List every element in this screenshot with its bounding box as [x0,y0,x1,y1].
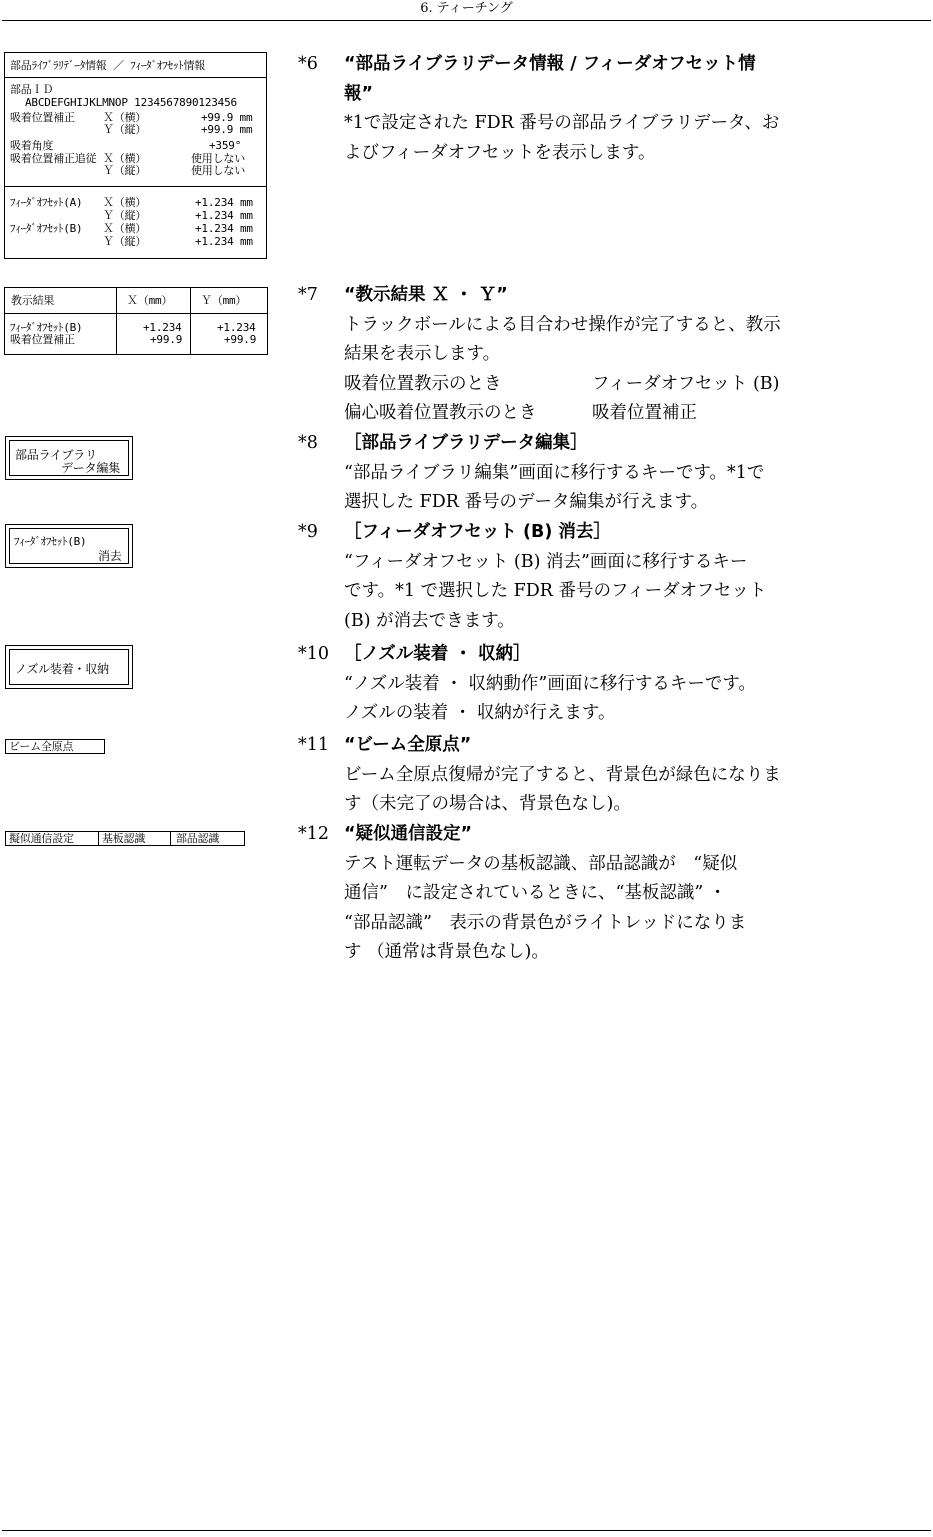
case-condition: 偏心吸着位置教示のとき [344,403,537,424]
section-body-line: トラックボールによる目合わせ操作が完了すると、教示 [344,314,781,335]
pickup-y-value: +99.9 mm [201,123,253,136]
teach-table-y-value: +99.9 [224,333,257,346]
feeder-offset-a-label: ﾌｨｰﾀﾞｵﾌｾｯﾄ(A) [10,196,83,209]
offset-a-x-value: +1.234 mm [195,196,253,209]
section-body-line: す（未完了の場合は、背景色なし)。 [344,794,631,815]
section-body-line: (B) が消去できます。 [344,610,515,631]
offset-b-y-axis-label: Ｙ（縦） [103,235,147,248]
teach-table-row-label: ﾌｨｰﾀﾞｵﾌｾｯﾄ(B) [10,321,83,334]
nozzle-mount-store-label: ノズル装着・収納 [15,662,109,676]
pickup-x-axis-label: Ｘ（横） [103,111,147,124]
board-recognition-label: 基板認識 [102,832,146,845]
section-body-line: 結果を表示します。 [344,344,501,365]
teach-table-y-value: +1.234 [217,321,256,334]
feeder-offset-b-label: ﾌｨｰﾀﾞｵﾌｾｯﾄ(B) [10,222,83,235]
section-body-line: す （通常は背景色なし)。 [344,942,549,963]
section-body-line: ビーム全原点復帰が完了すると、背景色が緑色になりま [344,764,781,785]
teach-result-table [4,287,268,355]
section-heading: “教示結果 Ｘ ・ Ｙ” [344,285,508,305]
page-header-title: 6. ティーチング [420,1,513,16]
library-feeder-info-panel [4,52,267,259]
section-number: *8 [298,433,318,453]
library-data-edit-label-1: 部品ライブラリ [15,448,97,462]
section-number: *6 [298,54,318,74]
offset-b-x-axis-label: Ｘ（横） [103,222,147,235]
section-body-line: *1で設定された FDR 番号の部品ライブラリデータ、お [344,113,780,134]
feeder-offset-clear-label-2: 消去 [98,549,122,563]
section-heading: ［部品ライブラリデータ編集］ [344,433,588,453]
section-body-line: 選択した FDR 番号のデータ編集が行えます。 [344,492,709,513]
case-display: フィーダオフセット (B) [592,373,780,394]
pickup-angle-value: +359° [209,139,242,152]
part-recognition-label: 部品認識 [176,832,220,845]
section-heading: “疑似通信設定” [344,824,473,844]
follow-x-axis-label: Ｘ（横） [103,152,147,165]
section-body-line: “ノズル装着 ・ 収納動作”画面に移行するキーです。 [344,673,756,694]
teach-table-col-rule-1 [116,288,117,354]
section-body-line: “部品ライブラリ編集”画面に移行するキーです。*1で [344,462,765,483]
teach-table-header-y: Ｙ（mm） [201,294,247,307]
follow-x-value: 使用しない [191,152,245,165]
part-id-label: 部品ＩＤ [10,83,54,96]
beam-home-label: ビーム全原点 [9,740,74,753]
offset-a-x-axis-label: Ｘ（横） [103,196,147,209]
part-id-value: ABCDEFGHIJKLMNOP 1234567890123456 [25,96,237,109]
teach-table-col-rule-2 [190,288,191,354]
offset-b-y-value: +1.234 mm [195,235,253,248]
section-heading: ［ノズル装着 ・ 収納］ [344,644,531,664]
library-data-edit-label-2: データ編集 [61,461,121,475]
pickup-angle-label: 吸着角度 [10,139,54,152]
feeder-offset-clear-button[interactable] [5,524,133,568]
teach-table-x-value: +1.234 [143,321,182,334]
section-heading-cont: 報” [344,83,374,104]
pickup-y-axis-label: Ｙ（縦） [103,123,147,136]
status-divider [98,832,99,845]
case-condition: 吸着位置教示のとき [344,373,502,394]
section-body-line: テスト運転データの基板認識、部品認識が “疑似 [344,853,738,874]
header-rule [2,20,931,21]
feeder-offset-clear-label-1: ﾌｨｰﾀﾞｵﾌｾｯﾄ(B) [14,535,87,548]
offset-b-x-value: +1.234 mm [195,222,253,235]
section-body-line: よびフィーダオフセットを表示します。 [344,142,656,163]
section-number: *11 [298,735,330,755]
section-number: *9 [298,522,318,542]
pseudo-comm-setting-label: 擬似通信設定 [9,832,74,845]
section-body-line: “部品認識” 表示の背景色がライトレッドになりま [344,912,747,933]
teach-table-header-result: 教示結果 [11,294,55,307]
info-panel-title-row [5,53,266,78]
teach-table-x-value: +99.9 [150,333,183,346]
offset-a-y-axis-label: Ｙ（縦） [103,209,147,222]
section-body-line: です。*1 で選択した FDR 番号のフィーダオフセット [344,581,767,602]
teach-table-header-x: Ｘ（mm） [127,294,173,307]
beam-home-indicator [5,739,105,754]
section-body-line: ノズルの装着 ・ 収納が行えます。 [344,703,616,724]
case-display: 吸着位置補正 [592,403,697,424]
nozzle-mount-store-button[interactable] [5,645,133,689]
library-data-edit-button[interactable] [5,436,133,480]
offset-a-y-value: +1.234 mm [195,209,253,222]
footer-rule [2,1530,931,1531]
section-heading: “部品ライブラリデータ情報 / フィーダオフセット情 [344,54,756,74]
teach-table-row-label: 吸着位置補正 [10,333,75,346]
pickup-x-value: +99.9 mm [201,111,253,124]
section-heading: “ビーム全原点” [344,735,472,755]
section-number: *12 [298,824,330,844]
teach-table-header-rule [5,313,267,314]
section-number: *10 [298,644,330,664]
follow-y-axis-label: Ｙ（縦） [103,164,147,177]
section-body-line: 通信” に設定されているときに、“基板認識” ・ [344,883,727,904]
section-heading: ［フィーダオフセット (B) 消去］ [344,522,611,542]
pseudo-comm-status-bar [5,831,245,846]
section-number: *7 [298,285,318,305]
status-divider [170,832,171,845]
info-panel-divider [5,186,266,187]
info-panel-title: 部品ﾗｲﾌﾞﾗﾘﾃﾞｰﾀ情報 ／ ﾌｨｰﾀﾞｵﾌｾｯﾄ情報 [10,59,206,72]
section-body-line: “フィーダオフセット (B) 消去”画面に移行するキー [344,551,748,572]
follow-label: 吸着位置補正追従 [10,152,97,165]
pickup-correction-label: 吸着位置補正 [10,111,75,124]
follow-y-value: 使用しない [191,164,245,177]
